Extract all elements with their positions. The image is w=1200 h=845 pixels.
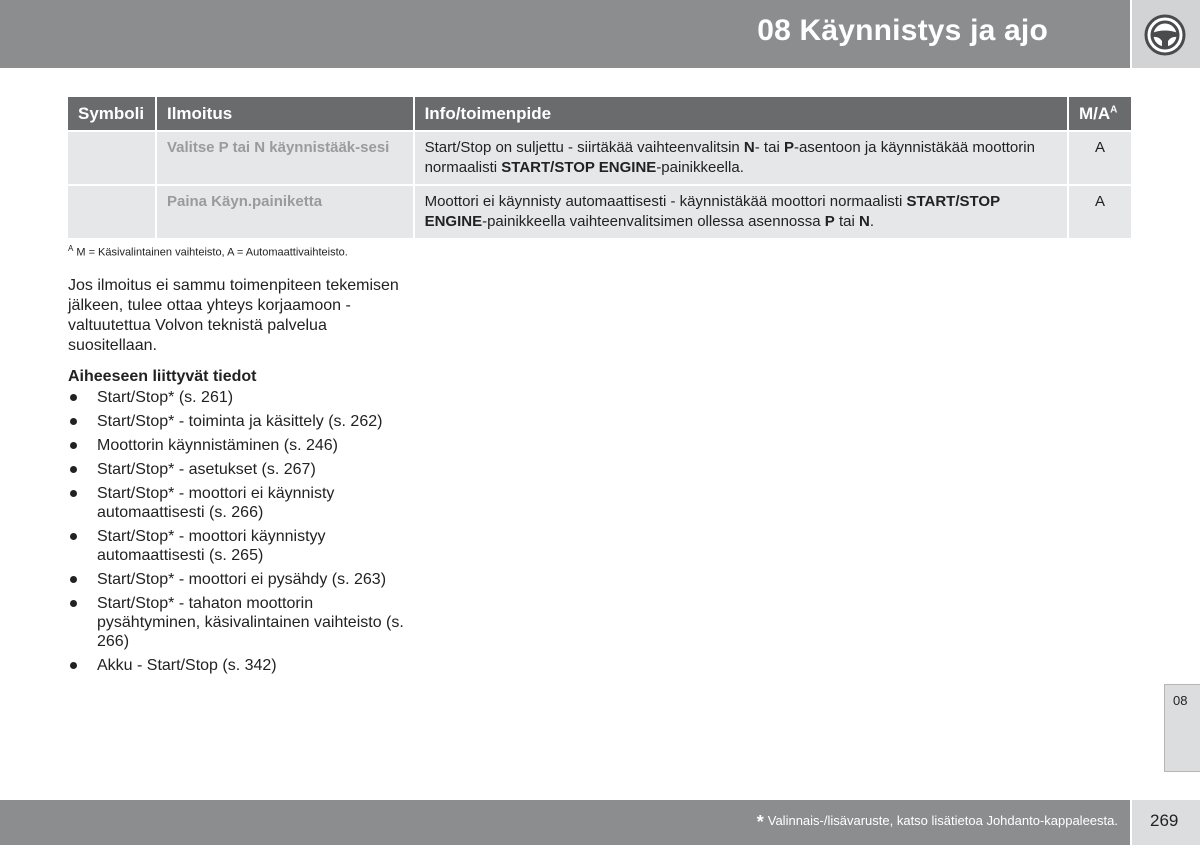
list-item[interactable] bbox=[68, 412, 408, 431]
table-row bbox=[68, 184, 1131, 238]
message-text: Valitse P tai N käynnistääk-sesi bbox=[166, 139, 390, 156]
header-ma-text: M/A bbox=[1078, 103, 1111, 123]
optional-marker: * bbox=[756, 812, 764, 832]
list-item[interactable] bbox=[68, 436, 408, 455]
list-item-label: Start/Stop* - moottori käynnistyy automaattisesti (s. 265) bbox=[97, 528, 326, 564]
footnote-text: M = Käsivalintainen vaihteisto, A = Automaattivaihteisto. bbox=[76, 246, 348, 259]
info-text: -painikkeella. bbox=[656, 159, 744, 176]
chapter-side-tab[interactable] bbox=[1164, 684, 1200, 772]
related-heading: Aiheeseen liittyvät tiedot bbox=[68, 368, 257, 385]
steering-wheel-icon bbox=[1144, 14, 1186, 56]
bullet-icon bbox=[70, 466, 77, 473]
chapter-title: 08 Käynnistys ja ajo bbox=[757, 14, 1048, 47]
info-bold-text: P bbox=[824, 213, 835, 230]
bullet-icon bbox=[70, 662, 77, 669]
list-item[interactable] bbox=[68, 656, 408, 675]
bullet-icon bbox=[70, 490, 77, 497]
bullet-icon bbox=[70, 533, 77, 540]
info-text: - tai bbox=[754, 139, 784, 156]
header-ma bbox=[1069, 97, 1131, 130]
page-number: 269 bbox=[1150, 811, 1179, 830]
list-item-label: Start/Stop* - toiminta ja käsittely (s. 262) bbox=[97, 413, 383, 430]
ma-cell: A bbox=[1069, 184, 1131, 238]
table-footnote bbox=[68, 244, 348, 259]
header-symbol: Symboli bbox=[68, 97, 157, 130]
info-bold-text: START/STOP ENGINE bbox=[424, 193, 1000, 230]
bullet-icon bbox=[70, 600, 77, 607]
info-text: Start/Stop on suljettu - siirtäkää vaihteenvalitsin bbox=[424, 139, 744, 156]
page-number-box bbox=[1132, 800, 1200, 845]
info-text: . bbox=[869, 213, 875, 230]
info-bold-text: P bbox=[783, 139, 794, 156]
message-text: Paina Käyn.painiketta bbox=[166, 193, 323, 210]
list-item[interactable] bbox=[68, 527, 408, 565]
footer-note bbox=[757, 812, 1118, 833]
related-list bbox=[68, 388, 408, 680]
info-bold-text: START/STOP ENGINE bbox=[501, 159, 657, 176]
ma-cell: A bbox=[1069, 130, 1131, 184]
list-item[interactable] bbox=[68, 388, 408, 407]
body-paragraph: Jos ilmoitus ei sammu toimenpiteen tekemisen jälkeen, tulee ottaa yhteys korjaamoon - valtuutettua Volvon teknistä palvelua suositellaan. bbox=[68, 277, 399, 354]
footer-bar bbox=[0, 800, 1130, 845]
info-text: tai bbox=[834, 213, 859, 230]
footer-note-text: Valinnais-/lisävaruste, katso lisätietoa Johdanto-kappaleesta. bbox=[767, 813, 1118, 828]
info-bold-text: N bbox=[859, 213, 870, 230]
bullet-icon bbox=[70, 576, 77, 583]
list-item-label: Start/Stop* - moottori ei pysähdy (s. 263) bbox=[97, 571, 387, 588]
header-ma-footnote-marker: A bbox=[1110, 103, 1118, 115]
list-item[interactable] bbox=[68, 484, 408, 522]
chapter-icon-box bbox=[1132, 0, 1200, 68]
list-item-label: Start/Stop* (s. 261) bbox=[97, 389, 234, 406]
info-cell bbox=[415, 184, 1069, 238]
list-item-label: Start/Stop* - tahaton moottorin pysähtyminen, käsivalintainen vaihteisto (s. 266) bbox=[97, 595, 404, 650]
header-info: Info/toimenpide bbox=[415, 97, 1069, 130]
symbol-cell bbox=[68, 130, 157, 184]
list-item-label: Akku - Start/Stop (s. 342) bbox=[97, 657, 277, 674]
header-bar bbox=[0, 0, 1130, 68]
bullet-icon bbox=[70, 418, 77, 425]
message-table bbox=[68, 97, 1131, 238]
table-row bbox=[68, 130, 1131, 184]
message-cell bbox=[157, 130, 415, 184]
header-message: Ilmoitus bbox=[157, 97, 415, 130]
list-item-label: Start/Stop* - moottori ei käynnisty automaattisesti (s. 266) bbox=[97, 485, 335, 521]
info-text: Moottori ei käynnisty automaattisesti - käynnistäkää moottori normaalisti bbox=[424, 193, 907, 210]
list-item-label: Start/Stop* - asetukset (s. 267) bbox=[97, 461, 316, 478]
bullet-icon bbox=[70, 394, 77, 401]
chapter-side-tab-label: 08 bbox=[1173, 693, 1188, 708]
table-header-row bbox=[68, 97, 1131, 130]
list-item-label: Moottorin käynnistäminen (s. 246) bbox=[97, 437, 338, 454]
list-item[interactable] bbox=[68, 460, 408, 479]
info-bold-text: N bbox=[743, 139, 755, 156]
message-cell bbox=[157, 184, 415, 238]
footnote-marker: A bbox=[68, 244, 74, 253]
list-item[interactable] bbox=[68, 570, 408, 589]
info-cell bbox=[415, 130, 1069, 184]
info-text: -asentoon ja käynnistäkää moottorin normaalisti bbox=[424, 139, 1035, 176]
symbol-cell bbox=[68, 184, 157, 238]
bullet-icon bbox=[70, 442, 77, 449]
list-item[interactable] bbox=[68, 594, 408, 651]
info-text: -painikkeella vaihteenvalitsimen ollessa asennossa bbox=[482, 213, 825, 230]
